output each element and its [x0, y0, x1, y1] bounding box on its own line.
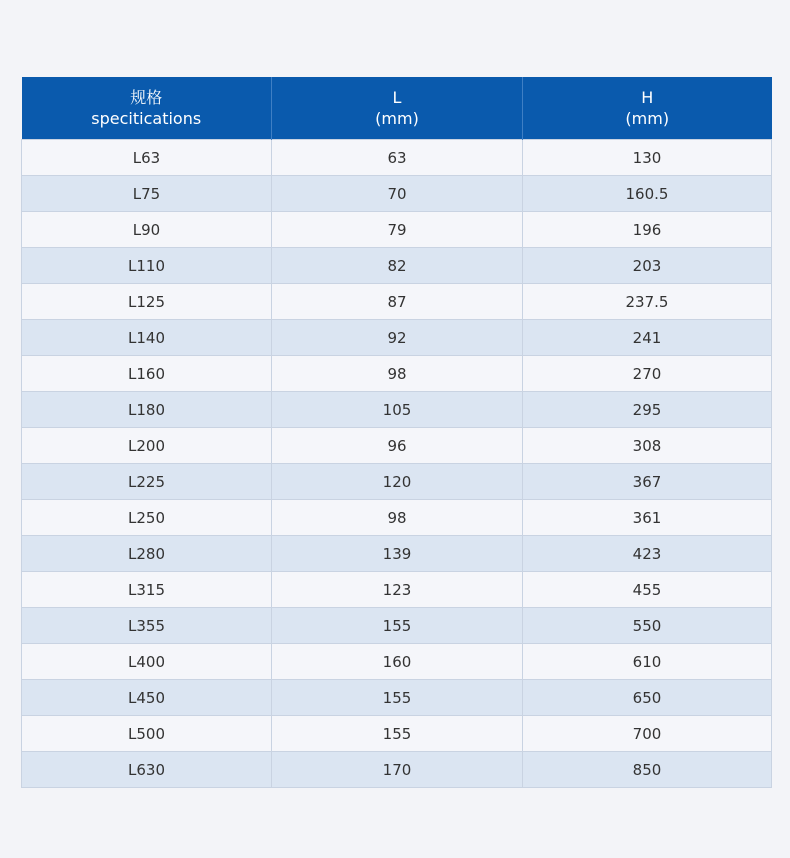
- table-row: [22, 572, 772, 608]
- l-cell: 155: [272, 608, 523, 644]
- spec-cell: L63: [22, 140, 272, 176]
- l-cell: 82: [272, 248, 523, 284]
- spec-cell: L125: [22, 284, 272, 320]
- l-cell: 160: [272, 644, 523, 680]
- h-cell: 237.5: [523, 284, 772, 320]
- header-h-label: H: [641, 88, 654, 107]
- l-cell: 170: [272, 752, 523, 788]
- l-cell: 155: [272, 716, 523, 752]
- h-cell: 610: [523, 644, 772, 680]
- h-cell: 550: [523, 608, 772, 644]
- spec-cell: L200: [22, 428, 272, 464]
- h-cell: 367: [523, 464, 772, 500]
- table-row: [22, 176, 772, 212]
- header-spec-en: specitications: [91, 109, 202, 128]
- table-row: [22, 500, 772, 536]
- table-row: [22, 536, 772, 572]
- h-cell: 130: [523, 140, 772, 176]
- header-l-unit: (mm): [375, 109, 419, 128]
- l-cell: 92: [272, 320, 523, 356]
- l-cell: 105: [272, 392, 523, 428]
- h-cell: 455: [523, 572, 772, 608]
- spec-cell: L225: [22, 464, 272, 500]
- header-h-unit: (mm): [625, 109, 670, 128]
- l-cell: 63: [272, 140, 523, 176]
- spec-cell: L315: [22, 572, 272, 608]
- h-cell: 295: [523, 392, 772, 428]
- spec-table: [21, 77, 772, 788]
- spec-cell: L400: [22, 644, 272, 680]
- l-cell: 120: [272, 464, 523, 500]
- l-cell: 123: [272, 572, 523, 608]
- header-l-label: L: [392, 88, 402, 107]
- l-cell: 79: [272, 212, 523, 248]
- table-row: [22, 320, 772, 356]
- h-cell: 203: [523, 248, 772, 284]
- l-cell: 139: [272, 536, 523, 572]
- spec-cell: L450: [22, 680, 272, 716]
- table-row: [22, 212, 772, 248]
- spec-cell: L75: [22, 176, 272, 212]
- spec-cell: L250: [22, 500, 272, 536]
- table-header: [22, 77, 772, 140]
- l-cell: 98: [272, 500, 523, 536]
- header-spec-zh: 规格: [130, 88, 163, 107]
- table-row: [22, 140, 772, 176]
- table-row: [22, 428, 772, 464]
- spec-cell: L180: [22, 392, 272, 428]
- spec-cell: L90: [22, 212, 272, 248]
- h-cell: 160.5: [523, 176, 772, 212]
- h-cell: 423: [523, 536, 772, 572]
- table-row: [22, 752, 772, 788]
- table-row: [22, 716, 772, 752]
- l-cell: 98: [272, 356, 523, 392]
- h-cell: 361: [523, 500, 772, 536]
- l-cell: 87: [272, 284, 523, 320]
- spec-cell: L140: [22, 320, 272, 356]
- l-cell: 155: [272, 680, 523, 716]
- h-cell: 308: [523, 428, 772, 464]
- l-cell: 96: [272, 428, 523, 464]
- table-row: [22, 464, 772, 500]
- h-cell: 700: [523, 716, 772, 752]
- header-row: [22, 77, 772, 140]
- spec-cell: L110: [22, 248, 272, 284]
- spec-cell: L500: [22, 716, 272, 752]
- h-cell: 850: [523, 752, 772, 788]
- h-cell: 650: [523, 680, 772, 716]
- spec-cell: L160: [22, 356, 272, 392]
- h-cell: 196: [523, 212, 772, 248]
- header-l: [272, 77, 523, 140]
- header-h: [523, 77, 772, 140]
- table-row: [22, 680, 772, 716]
- table-row: [22, 248, 772, 284]
- table-body: [22, 140, 772, 788]
- h-cell: 270: [523, 356, 772, 392]
- table-row: [22, 284, 772, 320]
- l-cell: 70: [272, 176, 523, 212]
- table-row: [22, 644, 772, 680]
- spec-cell: L280: [22, 536, 272, 572]
- table-row: [22, 392, 772, 428]
- table-row: [22, 608, 772, 644]
- spec-cell: L355: [22, 608, 272, 644]
- spec-cell: L630: [22, 752, 272, 788]
- h-cell: 241: [523, 320, 772, 356]
- table-row: [22, 356, 772, 392]
- header-spec: [22, 77, 272, 140]
